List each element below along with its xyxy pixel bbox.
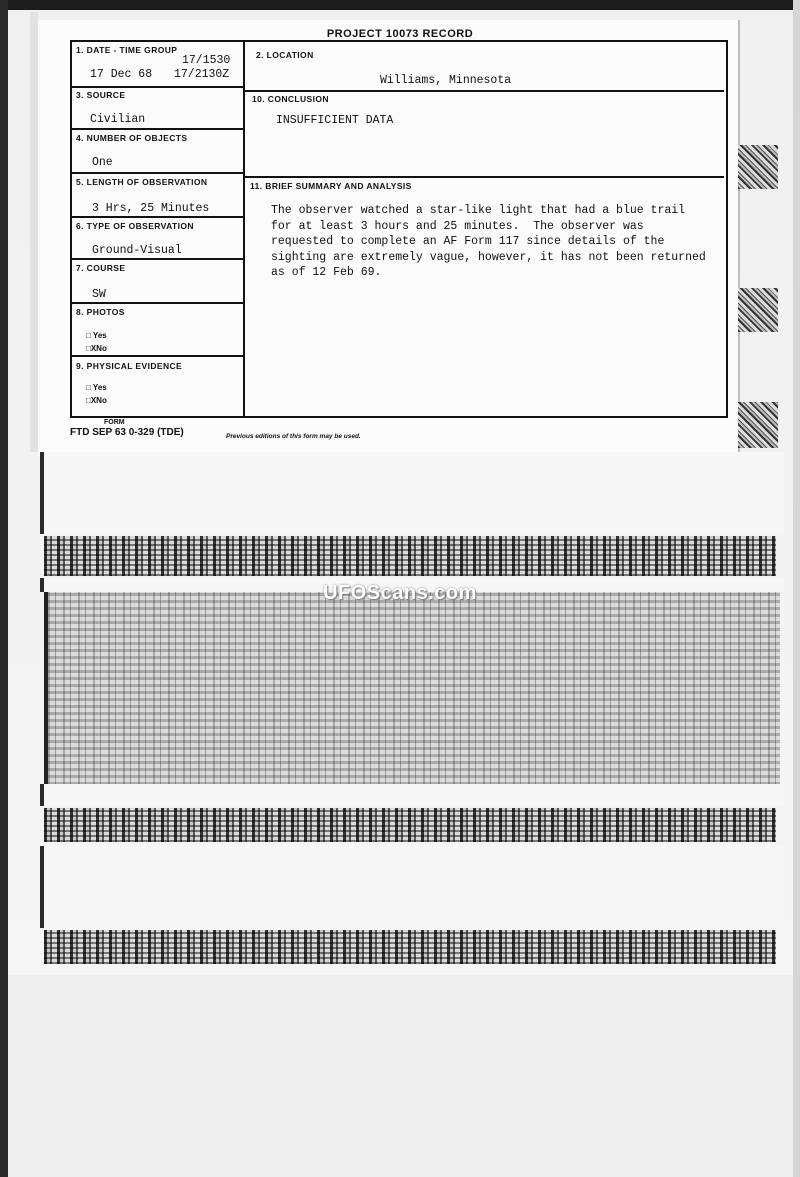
scan-noise-block bbox=[44, 592, 780, 784]
conclusion-label: 10. CONCLUSION bbox=[252, 94, 329, 104]
form-id: FTD SEP 63 0-329 (TDE) bbox=[70, 427, 184, 438]
row-divider bbox=[70, 128, 245, 130]
physical-evidence-yes-option: □ Yes bbox=[86, 383, 107, 392]
number-of-objects-value: One bbox=[92, 156, 113, 169]
photos-label: 8. PHOTOS bbox=[76, 307, 125, 317]
type-of-observation-value: Ground-Visual bbox=[92, 244, 182, 257]
scan-noise-strip bbox=[44, 930, 776, 964]
checkbox-empty-icon: □ bbox=[86, 383, 93, 392]
date-time-label: 1. DATE - TIME GROUP bbox=[76, 45, 178, 55]
course-label: 7. COURSE bbox=[76, 263, 126, 273]
row-divider bbox=[70, 216, 245, 218]
date-value: 17 Dec 68 bbox=[90, 68, 153, 81]
length-of-observation-label: 5. LENGTH OF OBSERVATION bbox=[76, 177, 208, 187]
physical-evidence-no-option: □XNo bbox=[86, 396, 107, 405]
blank-card bbox=[40, 784, 784, 806]
time-z-value: 17/2130Z bbox=[174, 68, 230, 81]
source-value: Civilian bbox=[90, 113, 146, 126]
summary-line: sighting are extremely vague, however, it has not been returned bbox=[271, 250, 706, 264]
blank-card bbox=[40, 846, 784, 928]
scan-top-edge bbox=[0, 0, 800, 10]
time-local-value: 17/1530 bbox=[182, 54, 231, 67]
summary-line: The observer watched a star-like light that had a blue trail bbox=[271, 204, 686, 217]
checkbox-marked-icon: □ bbox=[86, 396, 91, 405]
card-shadow bbox=[30, 12, 38, 452]
length-of-observation-value: 3 Hrs, 25 Minutes bbox=[92, 202, 210, 215]
scan-left-edge bbox=[0, 0, 8, 1177]
scan-artifact bbox=[738, 402, 778, 448]
number-of-objects-label: 4. NUMBER OF OBJECTS bbox=[76, 133, 188, 143]
physical-evidence-label: 9. PHYSICAL EVIDENCE bbox=[76, 361, 183, 371]
scan-right-edge bbox=[793, 0, 800, 1177]
checkbox-empty-icon: □ bbox=[86, 331, 93, 340]
row-divider bbox=[70, 172, 245, 174]
row-divider bbox=[70, 355, 245, 357]
blank-card bbox=[40, 452, 784, 534]
document-title: PROJECT 10073 RECORD bbox=[326, 28, 474, 40]
blank-page-area bbox=[8, 975, 793, 1177]
scan-artifact bbox=[738, 145, 778, 189]
photos-yes-option: □ Yes bbox=[86, 331, 107, 340]
form-word: FORM bbox=[104, 419, 125, 426]
row-divider bbox=[243, 176, 724, 178]
course-value: SW bbox=[92, 288, 106, 301]
summary-label: 11. BRIEF SUMMARY AND ANALYSIS bbox=[250, 181, 412, 191]
summary-line: as of 12 Feb 69. bbox=[271, 266, 382, 279]
scan-noise-strip bbox=[44, 536, 776, 576]
row-divider bbox=[70, 258, 245, 260]
row-divider bbox=[243, 90, 724, 92]
summary-line: requested to complete an AF Form 117 since details of the bbox=[271, 235, 665, 248]
column-divider bbox=[243, 40, 245, 416]
scan-artifact bbox=[738, 288, 778, 332]
conclusion-value: INSUFFICIENT DATA bbox=[276, 114, 394, 127]
form-note: Previous editions of this form may be used. bbox=[226, 433, 361, 440]
scan-noise-strip bbox=[44, 808, 776, 842]
row-divider bbox=[70, 86, 245, 88]
location-value: Williams, Minnesota bbox=[380, 74, 512, 87]
location-label: 2. LOCATION bbox=[256, 50, 314, 60]
photos-no-option: □XNo bbox=[86, 344, 107, 353]
type-of-observation-label: 6. TYPE OF OBSERVATION bbox=[76, 221, 194, 231]
summary-line: for at least 3 hours and 25 minutes. The observer was bbox=[271, 219, 644, 233]
source-label: 3. SOURCE bbox=[76, 90, 126, 100]
row-divider bbox=[70, 302, 245, 304]
watermark: UFOScans.com bbox=[323, 582, 477, 604]
checkbox-marked-icon: □ bbox=[86, 344, 91, 353]
summary-text bbox=[271, 203, 739, 281]
